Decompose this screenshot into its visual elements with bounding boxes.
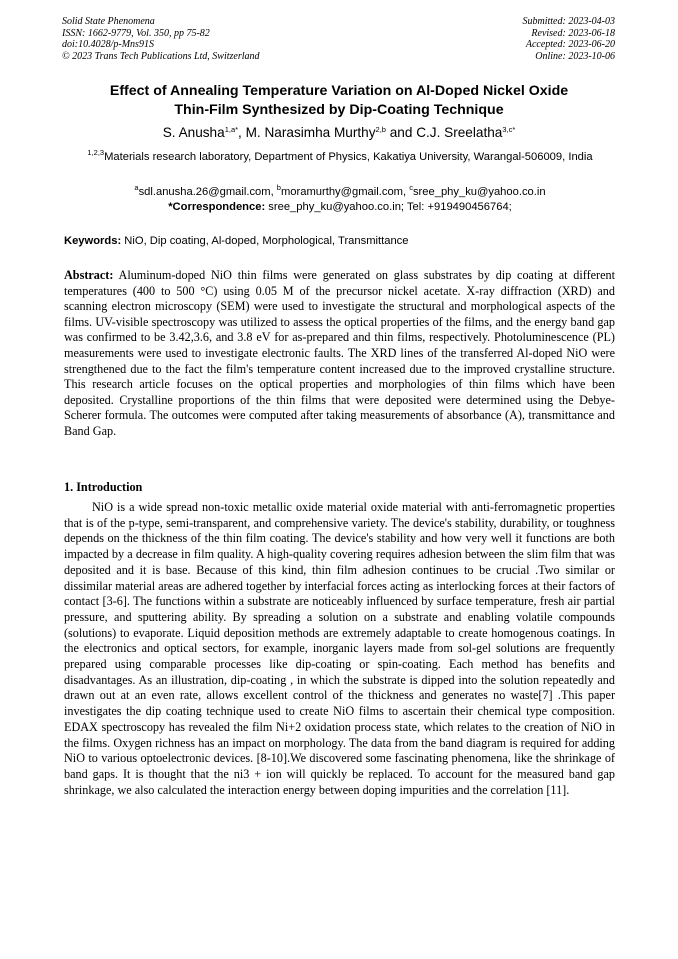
submitted-date: Submitted: 2023-04-03	[522, 16, 615, 27]
email-line	[64, 185, 616, 200]
affiliation-text: Materials research laboratory, Department of Physics, Kakatiya University, Warangal-506009, India	[104, 151, 593, 163]
author-emails	[64, 185, 616, 215]
keywords-label: Keywords:	[64, 235, 122, 247]
affiliation	[64, 149, 616, 165]
author-list	[40, 124, 638, 142]
email-a-sup: a	[134, 183, 139, 192]
correspondence-text: sree_phy_ku@yahoo.co.in; Tel: +919490456764;	[265, 201, 512, 213]
email-a: sdl.anusha.26@gmail.com,	[138, 186, 277, 198]
journal-copyright: © 2023 Trans Tech Publications Ltd, Switzerland	[62, 50, 260, 62]
email-b: moramurthy@gmail.com,	[280, 186, 410, 198]
abstract-text: Aluminum-doped NiO thin films were generated on glass substrates by dip coating at different temperatures (400 to 500 °C) using 0.05 M of the precursor nickel acetate. X-ray diffraction (XRD) and scanning electron microscopy (SEM) were used to investigate the structural and morphological aspects of the films. UV-visible spectroscopy was utilized to assess the optical properties of the films, and the energy band gap was confirmed to be 3.42,3.6, and 3.8 eV for as-prepared and thin films, respectively. Photoluminescence (PL) measurements were used to investigate electronic faults. The XRD lines of the transferred Al-doped NiO were strengthened due to the fact the film's temperature content increased due to the improved crystalline structure. This research article focuses on the optical properties and morphologies of thin films which have been deposited. Crystalline proportions of the thin films that were deposited were determined using the Debye-Scherer formula. The outcomes were computed after taking measurements of absorbance (A), transmittance and Band Gap.	[64, 268, 615, 438]
keywords-text: NiO, Dip coating, Al-doped, Morphological, Transmittance	[121, 235, 409, 247]
author-3-sup: 3,c*	[502, 125, 516, 134]
accepted-date: Accepted: 2023-06-20	[525, 39, 615, 51]
keywords	[64, 234, 616, 249]
author-1-name: S. Anusha	[162, 125, 225, 140]
author-1-sup: 1,a*	[224, 125, 239, 134]
online-date: Online: 2023-10-06	[535, 50, 615, 62]
revised-date: Revised: 2023-06-18	[531, 27, 615, 39]
introduction-paragraph: NiO is a wide spread non-toxic metallic oxide material oxide material with anti-ferromagnetic properties that is of the p-type, semi-transparent, and comprehensive variety. The device's stability, durability, or toughness depends on the thickness of the thin film coating. The device's stability and how very well it functions are both impacted by a decrease in film quality. A high-quality covering requires adhesion between the slim film that was deposited and it is base. Because of this kind, thin film adhesion continues to be crucial .Two similar or dissimilar material areas are adhered together by interfacial forces acting as interlocking forces at their factors of contact [3-6]. The functions within a substrate are noticeably influenced by surface temperature, fresh air partial pressure, and sputtering ability. By spreading a solution on a substrate and enabling volatile compounds (solutions) to evaporate. Liquid deposition methods are extremely adaptable to create homogenous coatings. In the electronics and optical sectors, for example, inorganic layers made from sol-gel solutions are frequently prepared using comparable processes like dip-coating or spin-coating. Each method has benefits and disadvantages. As an illustration, dip-coating , in which the substrate is dipped into the solution repeatedly and drawn out at an even rate, allows excellent control of the thickness and generates no waste[7] .This paper investigates the dip coating technique used to create NiO films to ascertain their chemical type composition. EDAX spectroscopy has revealed the film Ni+2 oxidation process state, which relates to the creation of NiO in the films. Oxygen richness has an impact on morphology. The data from the band diagram is required for adding NiO to various optoelectronic devices. [8-10].We discovered some fascinating phenomena, like the shrinkage of band gaps. It is thought that the ni3 + ion will quickly be replaced. To account for the measured band gap shrinkage, we also calculated the interaction energy between doping impurities and the correlation [11].	[64, 500, 615, 797]
journal-name: Solid State Phenomena	[62, 16, 155, 27]
abstract-label: Abstract:	[64, 268, 114, 282]
email-c-sup: c	[409, 183, 413, 192]
email-c: sree_phy_ku@yahoo.co.in	[412, 186, 546, 198]
title-line-1: Effect of Annealing Temperature Variation on Al-Doped Nickel Oxide	[109, 83, 569, 99]
author-2-sup: 2,b	[375, 125, 386, 134]
introduction-heading: 1. Introduction	[64, 480, 143, 494]
journal-issn: ISSN: 1662-9779, Vol. 350, pp 75-82	[62, 27, 210, 39]
email-b-sup: b	[276, 183, 281, 192]
correspondence-line	[64, 200, 616, 215]
abstract	[64, 268, 615, 440]
publication-dates	[523, 16, 616, 62]
paper-title	[40, 82, 638, 120]
author-3-name: and C.J. Sreelatha	[385, 125, 503, 140]
affiliation-sup: 1,2,3	[87, 148, 105, 157]
author-2-name: , M. Narasimha Murthy	[238, 125, 376, 140]
correspondence-label: *Correspondence:	[168, 201, 266, 213]
journal-doi: doi:10.4028/p-Mns91S	[62, 39, 154, 51]
title-line-2: Thin-Film Synthesized by Dip-Coating Technique	[174, 102, 504, 118]
journal-info	[62, 16, 260, 62]
